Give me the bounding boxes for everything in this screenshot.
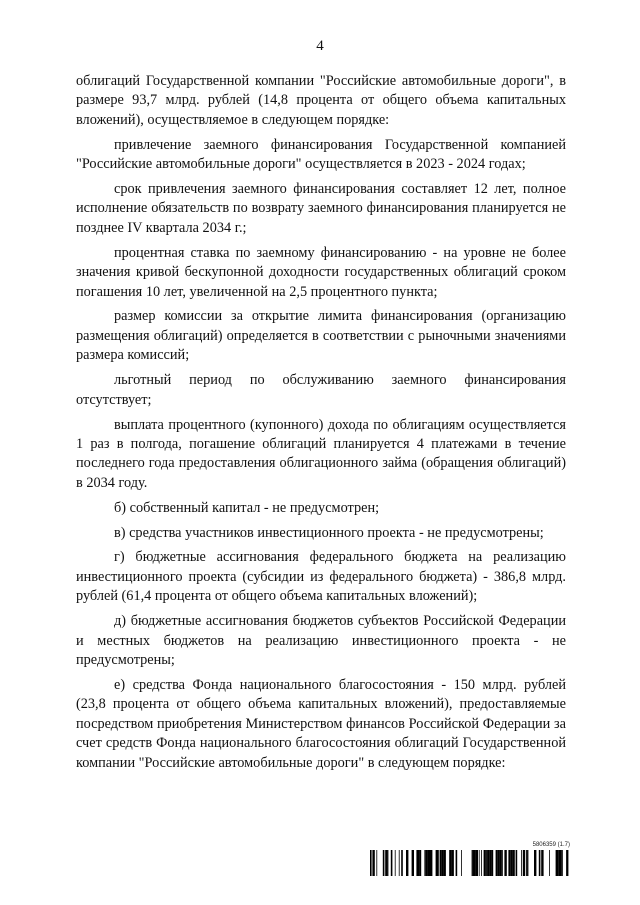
barcode-bar <box>395 850 396 876</box>
barcode-bar <box>487 850 488 876</box>
barcode-bar <box>511 850 513 876</box>
paragraph-item-v: в) средства участников инвестиционного проекта - не предусмотрены; <box>114 524 544 541</box>
barcode-bar <box>476 850 478 876</box>
barcode-bar <box>376 850 377 876</box>
barcode-bar <box>474 850 476 876</box>
paragraph-bond-intro: облигаций Государственной компании "Российские автомобильные дороги", в размере 93,7 млрд. рублей (14,8 процента от общего объема капитальных вложений), осуществляемое в следующем порядке: <box>76 73 566 128</box>
barcode-bar <box>516 850 518 876</box>
barcode-bar <box>430 850 432 876</box>
barcode-bar <box>481 850 482 876</box>
barcode-bar <box>496 850 498 876</box>
barcode-bar <box>406 850 408 876</box>
barcode-bar <box>372 850 374 876</box>
barcode-bar <box>479 850 480 876</box>
paragraph-item-g: г) бюджетные ассигнования федерального бюджета на реализацию инвестиционного проекта (субсидии из федерального бюджета) - 386,8 млрд. рублей (61,4 процента от общего объема капитальных вложений); <box>76 549 566 605</box>
barcode-bar <box>541 850 542 876</box>
barcode-bar <box>539 850 541 876</box>
barcode <box>370 850 570 876</box>
paragraph-coupon-payment: выплата процентного (купонного) дохода по облигациям осуществляется 1 раз в полгода, погашение облигаций планируется 4 платежами в течение последнего года предоставления облигационного займа (обращения облигаций) в 2034 году. <box>76 416 566 491</box>
barcode-bar <box>374 850 375 876</box>
barcode-bar <box>500 850 502 876</box>
paragraph-interest-rate: процентная ставка по заемному финансированию - на уровне не более значения кривой бескупонной доходности государственных облигаций сроком погашения 10 лет, увеличенной на 2,5 процентного пункта; <box>76 244 566 300</box>
barcode-bar <box>472 850 473 876</box>
barcode-bar <box>420 850 422 876</box>
barcode-bar <box>492 850 494 876</box>
barcode-bar <box>444 850 446 876</box>
barcode-bar <box>489 850 491 876</box>
barcode-bar <box>512 850 514 876</box>
barcode-bar <box>485 850 487 876</box>
barcode-bar <box>453 850 454 876</box>
paragraph-item-d: д) бюджетные ассигнования бюджетов субъектов Российской Федерации и местных бюджетов на реализацию инвестиционного проекта - не предусмотрены; <box>76 613 566 668</box>
barcode-bar <box>508 850 510 876</box>
barcode-bar <box>549 850 550 876</box>
barcode-bar <box>497 850 499 876</box>
barcode-bar <box>504 850 506 876</box>
barcode-bar <box>436 850 438 876</box>
barcode-bar <box>425 850 427 876</box>
barcode-bar <box>484 850 486 876</box>
barcode-bar <box>399 850 400 876</box>
barcode-bar <box>383 850 385 876</box>
barcode-bar <box>521 850 522 876</box>
barcode-bar <box>472 850 474 876</box>
barcode-bar <box>442 850 444 876</box>
barcode-bar <box>418 850 420 876</box>
paragraph-borrowing-term: срок привлечения заемного финансирования составляет 12 лет, полное исполнение обязательств по возврату заемного финансирования планируется не позднее IV квартала 2034 г.; <box>76 181 566 236</box>
barcode-bar <box>461 850 462 876</box>
barcode-bar <box>523 850 525 876</box>
barcode-bar <box>428 850 430 876</box>
barcode-bar <box>567 850 569 876</box>
barcode-bar <box>456 850 458 876</box>
document-code: 5806359 (1.7) <box>532 842 570 848</box>
paragraph-item-b: б) собственный капитал - не предусмотрен; <box>114 499 380 516</box>
barcode-bar <box>558 850 559 876</box>
barcode-bar <box>452 850 454 876</box>
paragraph-item-e: е) средства Фонда национального благосостояния - 150 млрд. рублей (23,8 процента от общего объема капитальных вложений), предоставляемые посредством приобретения Министерством финансов Российской Федерации за счет средств Фонда национального благосостояния облигаций Государственной компании "Российские автомобильные дороги" в следующем порядке: <box>76 676 566 771</box>
barcode-bar <box>445 850 446 876</box>
barcode-bar <box>559 850 561 876</box>
barcode-bar <box>561 850 563 876</box>
barcode-bar <box>424 850 425 876</box>
barcode-bar <box>501 850 503 876</box>
document-body <box>76 72 566 778</box>
barcode-bar <box>388 850 389 876</box>
paragraph-borrowing-period: привлечение заемного финансирования Государственной компанией "Российские автомобильные дороги" осуществляется в 2023 - 2024 годах; <box>76 136 566 173</box>
page-number: 4 <box>316 38 324 54</box>
barcode-bar <box>556 850 558 876</box>
barcode-bar <box>402 850 403 876</box>
barcode-bar <box>534 850 536 876</box>
barcode-bar <box>391 850 393 876</box>
barcode-bar <box>401 850 402 876</box>
barcode-bar <box>566 850 567 876</box>
barcode-bar <box>440 850 442 876</box>
barcode-bar <box>526 850 527 876</box>
paragraph-grace-period: льготный период по обслуживанию заемного финансирования отсутствует; <box>76 372 566 408</box>
footer <box>370 842 570 876</box>
barcode-bar <box>449 850 451 876</box>
barcode-bar <box>416 850 418 876</box>
barcode-bar <box>385 850 387 876</box>
barcode-bar <box>527 850 528 876</box>
barcode-bar <box>542 850 544 876</box>
paragraph-commission: размер комиссии за открытие лимита финансирования (организацию размещения облигаций) определяется в соответствии с рыночными значениями размера комиссий; <box>76 308 566 364</box>
barcode-bar <box>528 850 529 876</box>
barcode-bar <box>488 850 490 876</box>
barcode-bar <box>438 850 439 876</box>
barcode-bar <box>412 850 414 876</box>
barcode-bar <box>370 850 372 876</box>
barcode-bar <box>441 850 442 876</box>
